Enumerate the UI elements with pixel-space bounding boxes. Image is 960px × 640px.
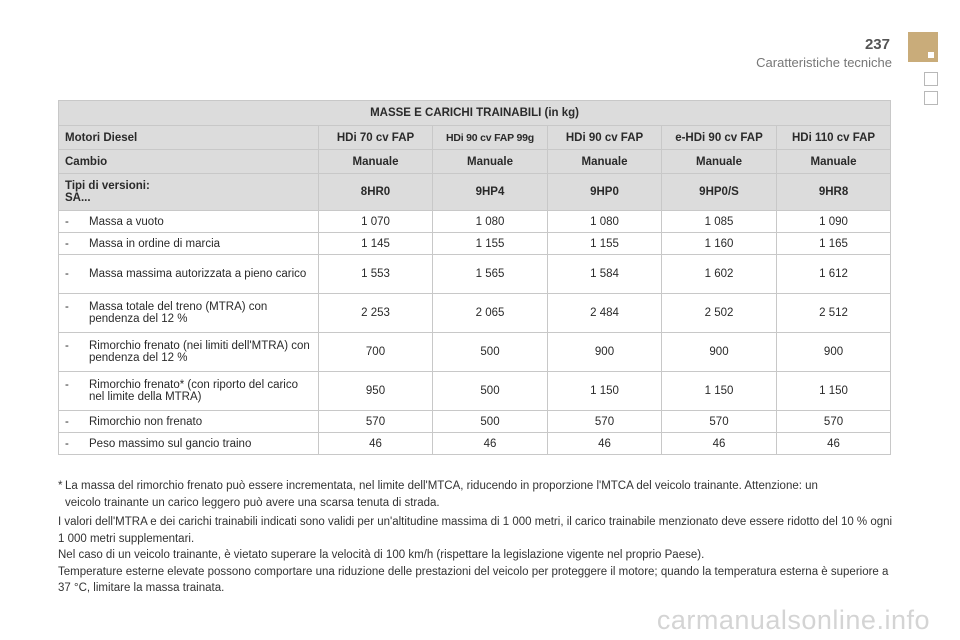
table-cell: 1 155 [548,233,662,255]
row-dash: - [65,379,69,391]
row-label [59,294,319,333]
table-cell: 1 080 [433,211,548,233]
engine-label: Motori Diesel [59,126,319,150]
note-temperature: Temperature esterne elevate possono comportare una riduzione delle prestazioni del veicolo per proteggere il motore; quando la temperatura esterna è superiore a 37 °C, limitare la massa trainata. [58,565,889,594]
table-cell: 570 [662,411,777,433]
footnote [58,478,888,512]
table-cell: 2 253 [319,294,433,333]
footnote-mark: * [58,480,63,492]
row-dash: - [65,415,69,428]
header-cell: 9HP0 [548,174,662,211]
header-cell: HDi 110 cv FAP [777,126,891,150]
section-title: Caratteristiche tecniche [756,55,892,70]
table-cell: 1 602 [662,255,777,294]
header-cell: Manuale [777,150,891,174]
table-row [59,233,891,255]
table-cell: 2 512 [777,294,891,333]
header-cell: Manuale [662,150,777,174]
row-dash: - [65,237,69,250]
table-cell: 1 584 [548,255,662,294]
header-cell: Manuale [433,150,548,174]
row-label [59,433,319,455]
table-row [59,411,891,433]
note-altitude: I valori dell'MTRA e dei carichi trainabili indicati sono validi per un'altitudine massima di 1 000 metri, il carico trainabile menzionato deve essere ridotto del 10 % ogni 1 000 metri supplementari. [58,516,893,545]
table-cell: 500 [433,372,548,411]
row-label [59,211,319,233]
row-label-text: Massa in ordine di marcia [89,237,221,250]
row-label [59,411,319,433]
table-cell: 1 612 [777,255,891,294]
row-label-text: Rimorchio frenato (nei limiti dell'MTRA) con pendenza del 12 % [89,340,310,364]
header-cell: 8HR0 [319,174,433,211]
header-cell: HDi 90 cv FAP [548,126,662,150]
table-cell: 500 [433,333,548,372]
table-cell: 1 150 [662,372,777,411]
version-label-line-1: Tipi di versioni: [65,180,150,192]
table-cell: 2 502 [662,294,777,333]
notes [58,514,893,597]
row-label-text: Rimorchio non frenato [89,415,203,428]
table-cell: 46 [548,433,662,455]
table-cell: 1 150 [777,372,891,411]
header-cell: e-HDi 90 cv FAP [662,126,777,150]
table-cell: 570 [548,411,662,433]
version-label-line-2: SA... [65,192,91,204]
row-dash: - [65,301,69,313]
watermark: carmanualsonline.info [656,605,930,635]
table-cell: 1 145 [319,233,433,255]
table-row [59,333,891,372]
row-label [59,333,319,372]
table-cell: 1 150 [548,372,662,411]
version-row [59,174,891,211]
table-cell: 500 [433,411,548,433]
row-label [59,233,319,255]
row-dash: - [65,340,69,352]
row-dash: - [65,268,69,280]
table-row [59,372,891,411]
table-cell: 2 484 [548,294,662,333]
footnote-line-2: veicolo trainante un carico leggero può avere una scarsa tenuta di strada. [65,497,440,509]
table-cell: 46 [777,433,891,455]
gearbox-row [59,150,891,174]
table-cell: 1 165 [777,233,891,255]
version-label [59,174,319,211]
table-cell: 900 [662,333,777,372]
row-label-text: Massa a vuoto [89,215,164,228]
table-cell: 570 [777,411,891,433]
engine-row [59,126,891,150]
nav-box-1[interactable] [924,72,938,86]
row-dash: - [65,215,69,228]
table-cell: 2 065 [433,294,548,333]
header-cell: 9HR8 [777,174,891,211]
chapter-tab[interactable] [908,32,938,62]
row-label-text: Massa totale del treno (MTRA) con pendenza del 12 % [89,301,268,325]
table-cell: 1 565 [433,255,548,294]
header-cell: Manuale [319,150,433,174]
row-label [59,372,319,411]
table-cell: 1 155 [433,233,548,255]
table-cell: 1 070 [319,211,433,233]
table-row [59,255,891,294]
nav-box-2[interactable] [924,91,938,105]
table-row [59,211,891,233]
table-cell: 570 [319,411,433,433]
header-cell: 9HP4 [433,174,548,211]
table-title: MASSE E CARICHI TRAINABILI (in kg) [59,101,891,126]
tab-marker [928,52,934,58]
header-cell: HDi 70 cv FAP [319,126,433,150]
table-cell: 1 553 [319,255,433,294]
table-cell: 900 [777,333,891,372]
table-cell: 46 [662,433,777,455]
note-speed: Nel caso di un veicolo trainante, è vietato superare la velocità di 100 km/h (rispettare la legislazione vigente nel proprio Paese). [58,549,705,561]
towing-weights-table [58,100,891,455]
table-cell: 900 [548,333,662,372]
table-cell: 46 [433,433,548,455]
table-cell: 1 085 [662,211,777,233]
table-cell: 950 [319,372,433,411]
table-cell: 1 090 [777,211,891,233]
row-label-text: Massa massima autorizzata a pieno carico [89,268,307,280]
page-number: 237 [864,36,890,53]
table-cell: 1 160 [662,233,777,255]
header-cell: Manuale [548,150,662,174]
table-cell: 46 [319,433,433,455]
table-cell: 700 [319,333,433,372]
table-cell: 1 080 [548,211,662,233]
table-row [59,294,891,333]
header-cell: 9HP0/S [662,174,777,211]
table-row [59,433,891,455]
row-label-text: Rimorchio frenato* (con riporto del carico nel limite della MTRA) [89,379,299,403]
row-label [59,255,319,294]
header-cell: HDi 90 cv FAP 99g [433,126,548,150]
footnote-line-1: La massa del rimorchio frenato può essere incrementata, nel limite dell'MTCA, riducendo in proporzione l'MTCA del veicolo trainante. Attenzione: un [65,480,818,492]
row-label-text: Peso massimo sul gancio traino [89,437,252,450]
row-dash: - [65,437,69,450]
gearbox-label: Cambio [59,150,319,174]
